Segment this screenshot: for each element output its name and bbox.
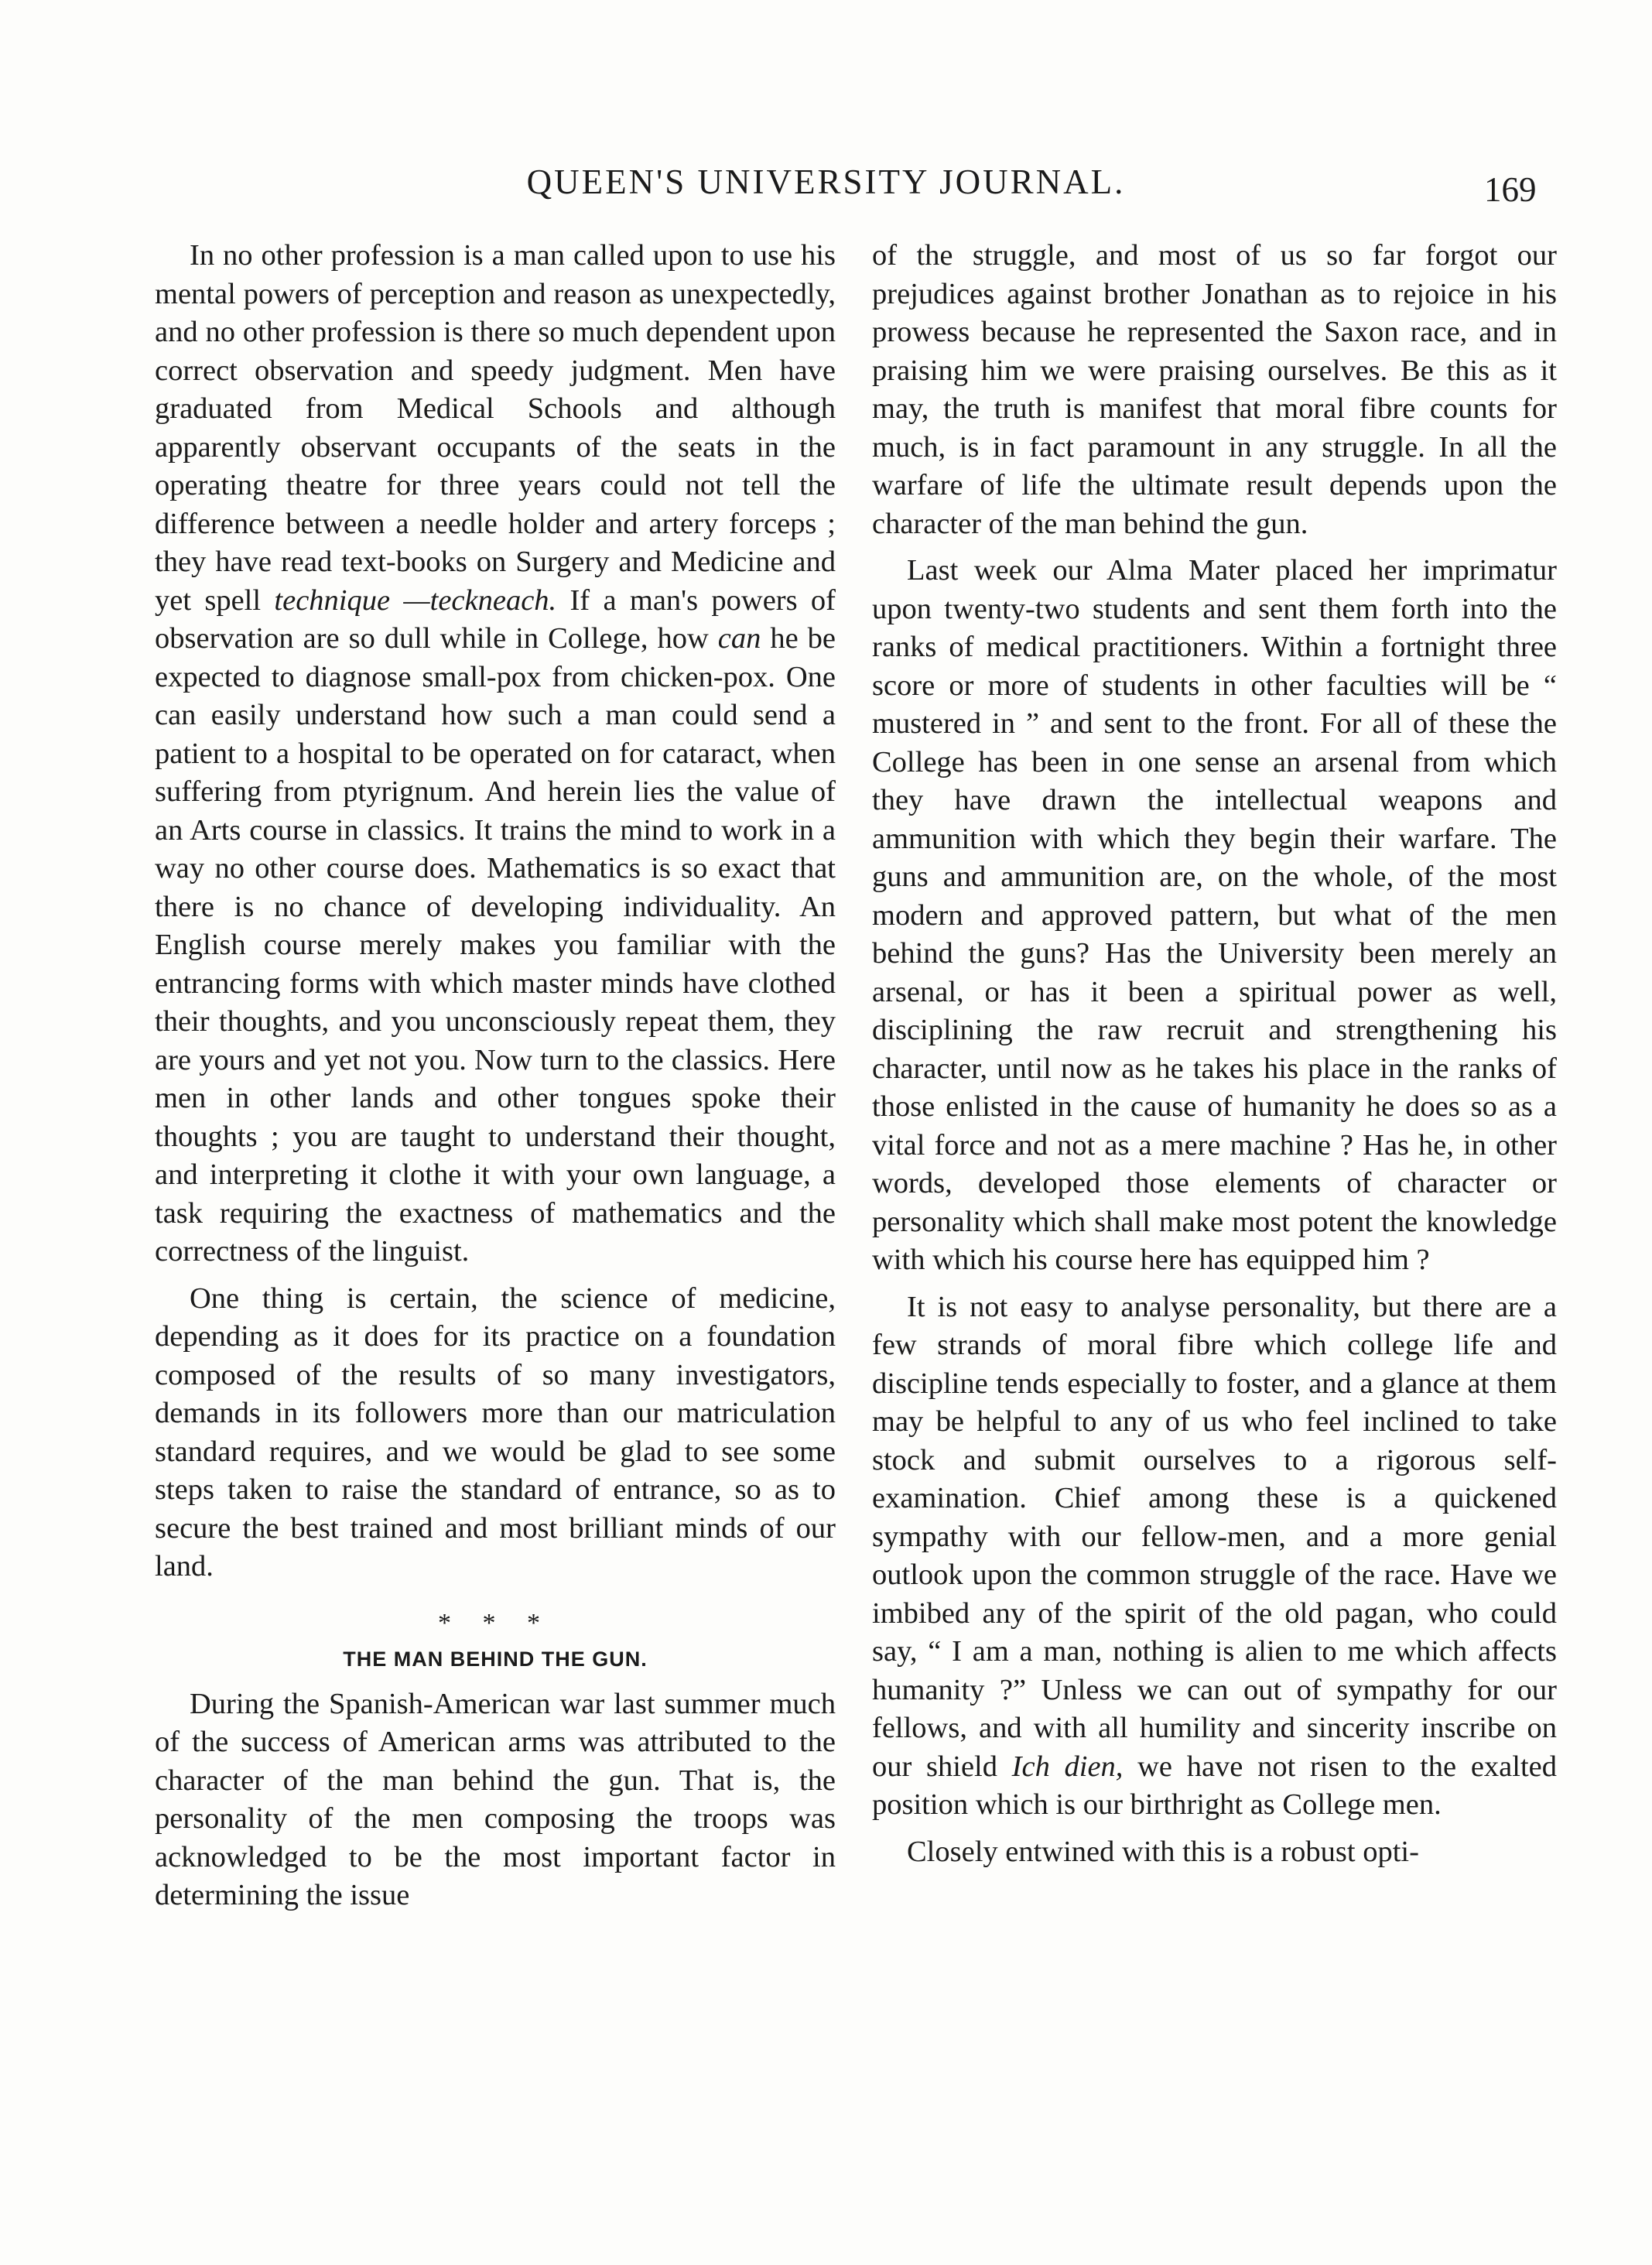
paragraph-alma-mater: Last week our Alma Mater placed her imprimatur upon twenty-two students and sent them forth into the ranks of medical practitioners. Within a fortnight three score or more of students in other faculties will be “ mustered in ” and sent to the front. For all of these the College has been in one sense an arsenal from which they have drawn the intellectual weapons and ammunition with which they begin their warfare. The guns and ammunition are, on the whole, of the most modern and approved pattern, but what of the men behind the guns? Has the University been merely an arsenal, or has it been a spiritual power as well, disciplining the raw recruit and strengthening his character, until now as he takes his place in the ranks of those enlisted in the cause of humanity he does so as a vital force and not as a mere machine ? Has he, in other words, developed those elements of character or personality which shall make most potent the knowledge with which his course here has equipped him ?: [872, 554, 1557, 1276]
italic-word: —teckneach.: [403, 583, 557, 617]
paragraph-optimism: Closely entwined with this is a robust opti-: [907, 1835, 1419, 1868]
running-header-title: QUEEN'S UNIVERSITY JOURNAL.: [526, 163, 1126, 201]
italic-word: can: [717, 622, 761, 655]
paragraph-text: he be expected to diagnose small-pox from chicken-pox. One can easily understand how such a man could send a patient to a hospital to be operated on for cataract, when suffering from ptyrignum. And herein lies the value of an Arts course in classics. It trains the mind to work in a way no other course does. Mathematics is so exact that there is no chance of developing individuality. An English course merely makes you familiar with the entrancing forms with which master minds have clothed their thoughts, and you unconsciously repeat them, they are yours and yet not you. Now turn to the classics. Here men in other lands and other tongues spoke their thoughts ; you are taught to understand their thought, and interpreting it clothe it with your own language, a task requiring the exactness of mathematics and the correctness of the linguist.: [155, 622, 836, 1268]
paragraph-text: In no other profession is a man called upon to use his mental powers of perception and reason as unexpectedly, and no other profession is there so much dependent upon correct observation and speedy judgment. Men have graduated from Medical Schools and although apparently observant occupants of the seats in the operating theatre for three years could not tell the difference between a needle holder and artery forceps ; they have read text-books on Surgery and Medicine and yet spell: [155, 239, 836, 617]
italic-word: technique: [274, 583, 391, 617]
left-column: [155, 237, 836, 1924]
section-separator: * * *: [438, 1608, 552, 1637]
paragraph-text: [390, 584, 403, 617]
paragraph-struggle: of the struggle, and most of us so far forgot our prejudices against brother Jonathan as to rejoice in his prowess because he represented the Saxon race, and in praising him we were praising ourselves. Be this as it may, the truth is manifest that moral fibre counts for much, is in fact paramount in any struggle. In all the warfare of life the ultimate result depends upon the character of the man behind the gun.: [872, 239, 1557, 540]
right-column: [872, 237, 1557, 1880]
paragraph-matriculation: One thing is certain, the science of medicine, depending as it does for its practice on a foundation composed of the results of so many investigators, demands in its followers more than our matriculation standard requires, and we would be glad to see some steps taken to raise the standard of entrance, so as to secure the best trained and most brilliant minds of our land.: [155, 1281, 836, 1582]
italic-phrase: Ich dien,: [1011, 1750, 1124, 1783]
paragraph-text: It is not easy to analyse personality, but there are a few strands of moral fibre which college life and discipline tends especially to foster, and a glance at them may be helpful to any of us who feel inclined to take stock and submit ourselves to a rigorous self-examination. Chief among these is a quickened sympathy with our fellow-men, and a more genial outlook upon the common struggle of the race. Have we imbibed any of the spirit of the old pagan, who could say, “ I am a man, nothing is alien to me which affects humanity ?” Unless we can out of sympathy for our fellows, and with all humility and sincerity inscribe on our shield: [872, 1290, 1557, 1783]
paragraph-spanish-american-war: During the Spanish-American war last summer much of the success of American arms was attributed to the character of the man behind the gun. That is, the personality of the men composing the troops was acknowledged to be the most important factor in determining the issue: [155, 1687, 836, 1911]
paragraph-text: we have not risen to the exalted position which is our birthright as College men.: [872, 1750, 1557, 1821]
paragraph-medical-training: [155, 237, 836, 1271]
paragraph-personality: [872, 1288, 1557, 1825]
page-number: 169: [1484, 170, 1537, 209]
paragraph-text: If a man's powers of observation are so dull while in College, how: [155, 583, 836, 655]
section-heading: THE MAN BEHIND THE GUN.: [343, 1647, 648, 1671]
